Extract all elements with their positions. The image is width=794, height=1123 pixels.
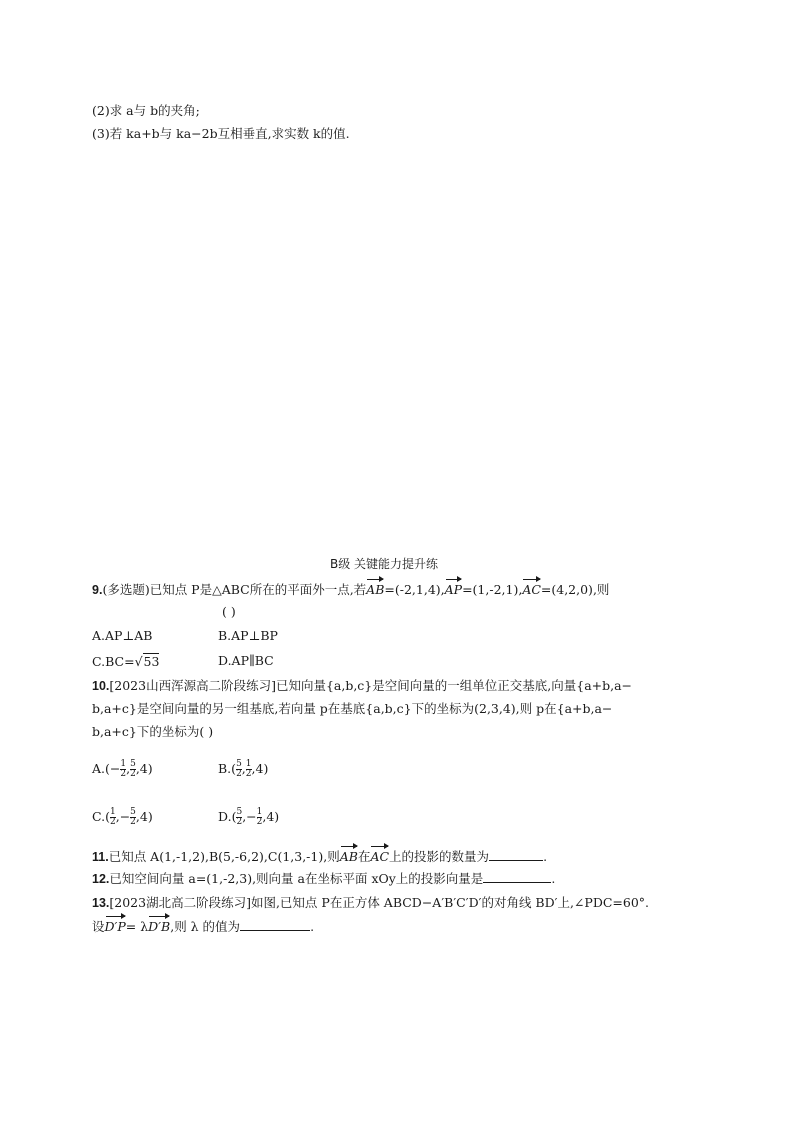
q13-line2	[92, 918, 314, 935]
q11-text-a: 已知点 A(1,-1,2),B(5,-6,2),C(1,3,-1),则	[108, 849, 340, 864]
q10-option-b-label: B.	[218, 761, 232, 776]
q10-option-c-label: C.	[92, 809, 106, 824]
q9-option-c-radicand: 53	[143, 654, 160, 669]
q13-line1	[92, 895, 649, 911]
q12	[92, 870, 555, 887]
fraction-1-2: $\frac{1}{2}$	[120, 759, 127, 779]
q13-line2-c: ,则 λ 的值为	[170, 919, 241, 934]
vector-AB: AB	[366, 582, 385, 597]
q9-option-a: A.AP⊥AB	[92, 628, 153, 643]
fraction-5-2: $\frac{5}{2}$	[130, 807, 136, 827]
q11-text-b: 在	[357, 849, 371, 864]
q11-period: .	[543, 849, 548, 864]
q13-number: 13.	[92, 896, 110, 910]
q10-line2: b,a+c}是空间向量的另一组基底,若向量 p在基底{a,b,c}下的坐标为(2,3,4),则 p在{a+b,a−	[92, 701, 613, 716]
q10-option-d-label: D.	[218, 809, 232, 824]
q13-line2-a: 设	[92, 919, 105, 934]
q11	[92, 848, 547, 865]
q13-line2-b: = λ	[125, 919, 149, 934]
q9-option-c: C.BC=√53	[92, 654, 160, 669]
q10-option-d: D.( $\frac{5}{2}$ ,− $\frac{1}{2}$ ,4)	[218, 807, 280, 827]
fraction-1-2: $\frac{1}{2}$	[109, 807, 116, 827]
q9-stem	[92, 582, 609, 598]
q10-option-a-label: A.	[92, 761, 106, 776]
q9-stem-text: (多选题)已知点 P是△ABC所在的平面外一点,若	[102, 582, 367, 597]
q8-part2: (2)求 a与 b的夹角;	[92, 103, 200, 118]
answer-blank[interactable]	[489, 848, 543, 861]
answer-blank[interactable]	[483, 870, 551, 883]
q12-period: .	[551, 871, 556, 886]
q11-number: 11.	[92, 850, 109, 864]
q10-option-c: C.( $\frac{1}{2}$ ,− $\frac{5}{2}$ ,4)	[92, 807, 153, 827]
vector-AP: AP	[444, 582, 463, 597]
q13-line1-text: [2023湖北高二阶段练习]如图,已知点 P在正方体 ABCD−A′B′C′D′的对角线 BD′上,∠PDC=60°.	[109, 895, 650, 910]
fraction-5-2: $\frac{5}{2}$	[236, 759, 242, 779]
q13-period: .	[310, 919, 315, 934]
fraction-1-2: $\frac{1}{2}$	[256, 807, 263, 827]
q9-number: 9.	[92, 583, 103, 597]
q12-number: 12.	[92, 872, 110, 886]
fraction-1-2: $\frac{1}{2}$	[245, 759, 252, 779]
q9-AC-value: =(4,2,0),则	[540, 582, 610, 597]
fraction-5-2: $\frac{5}{2}$	[130, 759, 136, 779]
answer-blank[interactable]	[240, 918, 310, 931]
section-title: B级 关键能力提升练	[330, 557, 439, 571]
vector-DprimeP: D′P	[104, 919, 126, 934]
q11-text-c: 上的投影的数量为	[389, 849, 490, 864]
vector-AC: AC	[522, 582, 541, 597]
q9-answer-paren: ( )	[222, 604, 236, 619]
q9-option-d: D.AP∥BC	[218, 653, 274, 668]
q12-text: 已知空间向量 a=(1,-2,3),则向量 a在坐标平面 xOy上的投影向量是	[109, 871, 484, 886]
vector-AC: AC	[370, 849, 390, 864]
q10-option-a: A.(− $\frac{1}{2}$ , $\frac{5}{2}$ ,4)	[92, 759, 153, 779]
q10-option-b: B.( $\frac{5}{2}$ , $\frac{1}{2}$ ,4)	[218, 759, 269, 779]
q9-option-b: B.AP⊥BP	[218, 628, 278, 643]
q10-line1-text: [2023山西浑源高二阶段练习]已知向量{a,b,c}是空间向量的一组单位正交基底,向量{a+b,a−	[109, 678, 633, 693]
q8-part3: (3)若 ka+b与 ka−2b互相垂直,求实数 k的值.	[92, 126, 350, 141]
fraction-5-2: $\frac{5}{2}$	[236, 807, 243, 827]
q9-AB-value: =(-2,1,4),	[384, 582, 445, 597]
q9-option-c-label: C.BC=	[92, 654, 135, 669]
q10-line1	[92, 678, 632, 694]
q9-AP-value: =(1,-2,1),	[462, 582, 523, 597]
vector-DprimeB: D′B	[148, 919, 171, 934]
q10-number: 10.	[92, 679, 110, 693]
vector-AB: AB	[339, 849, 358, 864]
q10-line3: b,a+c}下的坐标为( )	[92, 724, 214, 739]
